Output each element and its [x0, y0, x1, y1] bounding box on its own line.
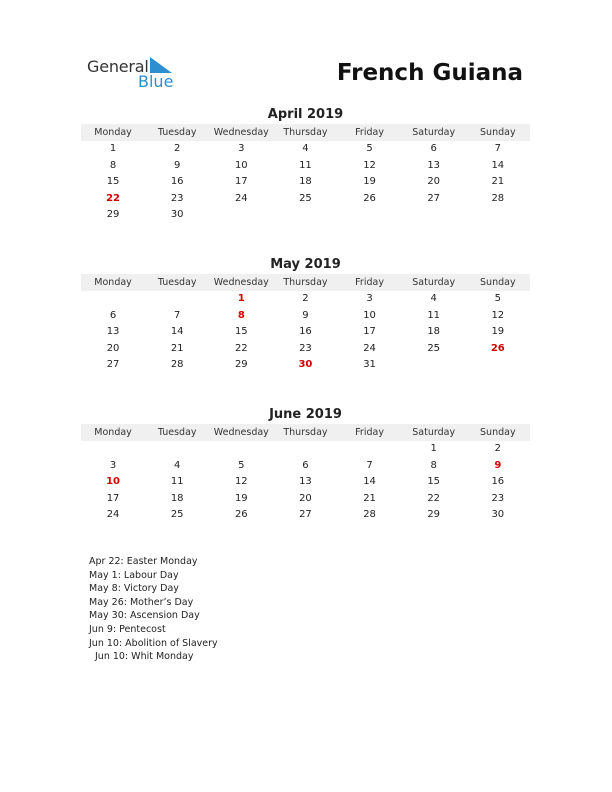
holiday-item: May 1: Labour Day [89, 569, 179, 581]
day-cell: 19 [363, 176, 376, 188]
day-cell: 15 [234, 326, 248, 338]
day-cell: 28 [363, 509, 376, 521]
weekday-label: Monday [94, 427, 132, 438]
weekday-label: Tuesday [157, 127, 197, 138]
day-cell: 2 [302, 293, 309, 304]
day-cell: 17 [106, 492, 120, 504]
holiday-day-cell: 30 [298, 359, 313, 371]
day-cell: 29 [427, 509, 441, 521]
day-cell: 17 [363, 326, 376, 338]
day-cell: 5 [238, 459, 245, 471]
day-cell: 28 [170, 359, 184, 371]
weekday-label: Friday [355, 427, 384, 438]
weekday-header [81, 124, 530, 141]
day-cell: 19 [491, 326, 505, 338]
weekday-label: Friday [355, 127, 384, 138]
holiday-item: Jun 9: Pentecost [89, 623, 166, 635]
day-cell: 4 [302, 143, 309, 154]
day-grid [81, 141, 530, 224]
month-april [81, 106, 530, 224]
day-cell: 31 [363, 359, 376, 371]
holiday-item: Jun 10: Abolition of Slavery [89, 637, 218, 649]
logo [87, 57, 187, 91]
day-cell: 21 [170, 342, 184, 354]
day-cell: 26 [363, 192, 376, 204]
month-title: April 2019 [267, 107, 344, 122]
country-title: French Guiana [336, 60, 523, 86]
day-cell: 27 [106, 359, 120, 371]
day-cell: 2 [494, 443, 501, 454]
day-cell: 8 [430, 459, 437, 471]
empty-cell [81, 291, 145, 308]
day-cell: 13 [106, 326, 120, 338]
day-cell: 11 [170, 476, 184, 488]
day-cell: 20 [427, 176, 441, 188]
weekday-label: Thursday [283, 127, 328, 138]
weekday-label: Monday [94, 127, 132, 138]
day-cell: 11 [299, 159, 312, 171]
empty-cell [209, 441, 273, 458]
weekday-label: Friday [355, 277, 384, 288]
holiday-item: Apr 22: Easter Monday [89, 556, 198, 567]
day-cell: 5 [494, 293, 501, 304]
day-cell: 3 [109, 459, 117, 471]
day-cell: 24 [106, 509, 120, 521]
day-cell: 26 [234, 509, 248, 521]
holiday-day-cell: 8 [237, 309, 245, 321]
empty-cell [273, 441, 337, 458]
day-cell: 19 [234, 492, 248, 504]
weekday-label: Monday [94, 277, 132, 288]
day-cell: 3 [238, 143, 245, 154]
day-cell: 24 [234, 192, 248, 204]
day-cell: 27 [427, 192, 441, 204]
day-cell: 28 [491, 192, 505, 204]
day-cell: 25 [170, 509, 184, 521]
weekday-label: Thursday [283, 427, 328, 438]
day-cell: 30 [491, 509, 505, 521]
day-cell: 13 [299, 476, 312, 488]
weekday-label: Tuesday [157, 277, 197, 288]
logo-triangle-icon [150, 57, 178, 73]
weekday-label: Sunday [480, 127, 516, 138]
day-cell: 6 [430, 143, 437, 154]
day-cell: 21 [491, 176, 505, 188]
day-cell: 18 [299, 176, 312, 188]
day-cell: 18 [170, 492, 184, 504]
day-cell: 9 [174, 159, 181, 171]
empty-cell [81, 441, 145, 458]
holiday-list [89, 555, 218, 664]
day-cell: 16 [170, 176, 184, 188]
day-cell: 10 [363, 309, 376, 321]
day-cell: 25 [299, 192, 312, 204]
day-cell: 6 [109, 309, 117, 321]
day-cell: 15 [106, 176, 120, 188]
day-cell: 23 [299, 342, 312, 354]
day-cell: 15 [427, 476, 441, 488]
logo-general-text: General [87, 57, 149, 76]
day-cell: 1 [430, 443, 437, 454]
month-may [81, 256, 530, 374]
day-cell: 24 [363, 342, 376, 354]
day-cell: 10 [234, 159, 248, 171]
holiday-day-cell: 9 [494, 459, 502, 471]
holiday-day-cell: 1 [237, 293, 245, 304]
weekday-label: Thursday [283, 277, 328, 288]
weekday-label: Saturday [412, 427, 456, 438]
day-cell: 29 [234, 359, 248, 371]
day-cell: 12 [491, 309, 505, 321]
day-cell: 22 [234, 342, 248, 354]
day-cell: 27 [299, 509, 312, 521]
empty-cell [145, 291, 209, 308]
day-cell: 6 [302, 459, 309, 471]
holiday-day-cell: 10 [106, 476, 121, 488]
weekday-label: Wednesday [213, 277, 269, 288]
empty-cell [145, 441, 209, 458]
holiday-item: May 26: Mother’s Day [89, 596, 194, 608]
weekday-label: Sunday [480, 427, 516, 438]
weekday-label: Saturday [412, 127, 456, 138]
day-cell: 20 [299, 492, 312, 504]
day-cell: 20 [106, 342, 120, 354]
month-june [81, 406, 530, 524]
day-cell: 13 [427, 159, 441, 171]
day-cell: 29 [106, 209, 120, 221]
weekday-label: Wednesday [213, 127, 269, 138]
holiday-item: May 30: Ascension Day [89, 610, 200, 622]
day-cell: 2 [174, 143, 181, 154]
day-cell: 16 [491, 476, 505, 488]
day-cell: 12 [234, 476, 248, 488]
day-cell: 14 [363, 476, 376, 488]
weekday-label: Wednesday [213, 427, 269, 438]
weekday-header [81, 274, 530, 291]
day-cell: 1 [109, 143, 117, 154]
day-cell: 4 [430, 293, 437, 304]
day-cell: 14 [491, 159, 505, 171]
day-cell: 9 [302, 309, 309, 321]
day-cell: 17 [234, 176, 248, 188]
weekday-label: Tuesday [157, 427, 197, 438]
day-grid [81, 441, 530, 524]
weekday-label: Saturday [412, 277, 456, 288]
holiday-day-cell: 26 [490, 342, 505, 354]
empty-cell [338, 441, 402, 458]
day-cell: 4 [174, 459, 181, 471]
month-title: June 2019 [269, 407, 342, 422]
day-cell: 21 [363, 492, 376, 504]
day-cell: 14 [170, 326, 184, 338]
day-cell: 30 [170, 209, 184, 221]
day-cell: 12 [363, 159, 376, 171]
logo-blue-text: Blue [138, 72, 174, 91]
day-cell: 23 [491, 492, 505, 504]
day-cell: 25 [427, 342, 441, 354]
day-cell: 11 [427, 309, 441, 321]
day-grid [81, 291, 530, 374]
day-cell: 23 [170, 192, 184, 204]
day-cell: 3 [366, 293, 373, 304]
day-cell: 16 [299, 326, 312, 338]
day-cell: 5 [366, 143, 373, 154]
day-cell: 18 [427, 326, 441, 338]
holiday-item: May 8: Victory Day [89, 583, 179, 595]
day-cell: 7 [366, 459, 373, 471]
day-cell: 7 [494, 143, 501, 154]
holiday-item: Jun 10: Whit Monday [95, 651, 194, 663]
day-cell: 22 [427, 492, 441, 504]
holiday-day-cell: 22 [106, 192, 121, 204]
weekday-label: Sunday [480, 277, 516, 288]
weekday-header [81, 424, 530, 441]
month-title: May 2019 [270, 257, 341, 272]
day-cell: 8 [109, 159, 117, 171]
day-cell: 7 [174, 309, 181, 321]
